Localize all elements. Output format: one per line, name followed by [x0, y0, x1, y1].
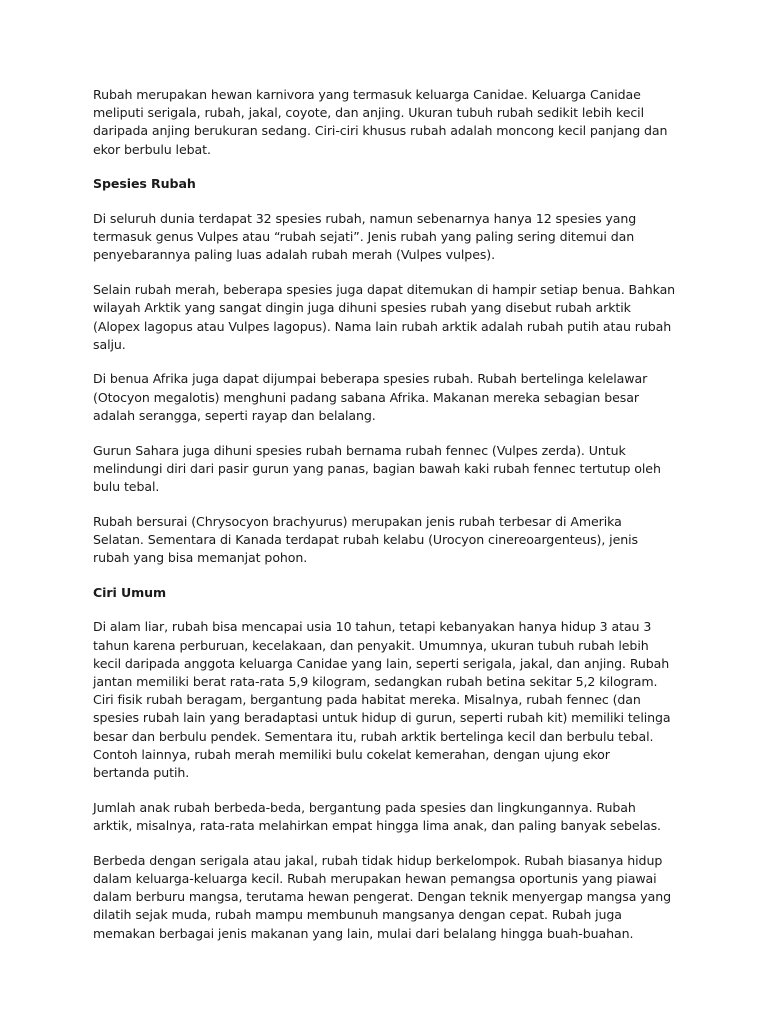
document-page [93, 86, 693, 959]
text-line: ekor berbulu lebat. [93, 141, 211, 157]
body-paragraph [93, 852, 693, 943]
text-line: Di benua Afrika juga dapat dijumpai beberapa spesies rubah. Rubah bertelinga kelelawar [93, 371, 648, 387]
text-line: melindungi diri dari pasir gurun yang panas, bagian bawah kaki rubah fennec tertutup oleh [93, 460, 661, 476]
text-line: arktik, misalnya, rata-rata melahirkan empat hingga lima anak, dan paling banyak sebelas. [93, 818, 661, 833]
text-line: penyebarannya paling luas adalah rubah merah (Vulpes vulpes). [93, 247, 496, 263]
text-line: dalam keluarga-keluarga kecil. Rubah merupakan hewan pemangsa oportunis yang piawai [93, 870, 657, 886]
text-line: memakan berbagai jenis makanan yang lain, mulai dari belalang hingga buah-buahan. [93, 925, 634, 941]
body-paragraph [93, 799, 693, 835]
body-paragraph [93, 513, 693, 568]
text-line: Contoh lainnya, rubah merah memiliki bulu cokelat kemerahan, dengan ujung ekor [93, 746, 610, 762]
text-line: Spesies Rubah [93, 176, 196, 192]
text-line: meliputi serigala, rubah, jakal, coyote, dan anjing. Ukuran tubuh rubah sedikit lebih kecil [93, 105, 644, 121]
text-line: (Otocyon megalotis) menghuni padang sabana Afrika. Makanan mereka sebagian besar [93, 389, 639, 405]
body-paragraph [93, 281, 693, 354]
text-line: Berbeda dengan serigala atau jakal, rubah tidak hidup berkelompok. Rubah biasanya hidup [93, 852, 663, 868]
body-paragraph [93, 618, 693, 782]
text-line: wilayah Arktik yang sangat dingin juga dihuni spesies rubah yang disebut rubah arktik [93, 300, 631, 316]
text-line: Jumlah anak rubah berbeda-beda, bergantung pada spesies dan lingkungannya. Rubah [93, 799, 636, 815]
section-heading [93, 175, 693, 193]
body-paragraph [93, 86, 693, 159]
text-line: termasuk genus Vulpes atau “rubah sejati”. Jenis rubah yang paling sering ditemui dan [93, 229, 635, 245]
text-line: Rubah bersurai (Chrysocyon brachyurus) merupakan jenis rubah terbesar di Amerika [93, 513, 622, 529]
text-line: bulu tebal. [93, 478, 160, 494]
text-line: dilatih sejak muda, rubah mampu membunuh mangsanya dengan cepat. Rubah juga [93, 907, 622, 923]
text-line: Selain rubah merah, beberapa spesies juga dapat ditemukan di hampir setiap benua. Bahkan [93, 282, 676, 298]
text-line: Di seluruh dunia terdapat 32 spesies rubah, namun sebenarnya hanya 12 spesies yang [93, 211, 637, 227]
text-line: salju. [93, 336, 126, 352]
text-line: spesies rubah lain yang beradaptasi untuk hidup di gurun, seperti rubah kit) memiliki telinga [93, 710, 671, 726]
body-paragraph [93, 370, 693, 425]
text-line: (Alopex lagopus atau Vulpes lagopus). Nama lain rubah arktik adalah rubah putih atau rubah [93, 318, 672, 334]
text-line: tahun karena perburuan, kecelakaan, dan penyakit. Umumnya, ukuran tubuh rubah lebih [93, 637, 649, 653]
text-line: bertanda putih. [93, 765, 190, 781]
text-line: Gurun Sahara juga dihuni spesies rubah bernama rubah fennec (Vulpes zerda). Untuk [93, 442, 626, 458]
section-heading [93, 584, 693, 602]
body-paragraph [93, 210, 693, 265]
text-line: jantan memiliki berat rata-rata 5,9 kilogram, sedangkan rubah betina sekitar 5,2 kilogram. [93, 674, 658, 690]
text-line: Di alam liar, rubah bisa mencapai usia 10 tahun, tetapi kebanyakan hanya hidup 3 atau 3 [93, 619, 652, 635]
text-line: besar dan berbulu pendek. Sementara itu, rubah arktik bertelinga kecil dan berbulu tebal. [93, 728, 654, 744]
body-paragraph [93, 442, 693, 497]
text-line: daripada anjing berukuran sedang. Ciri-ciri khusus rubah adalah moncong kecil panjang dan [93, 123, 668, 139]
text-line: Selatan. Sementara di Kanada terdapat rubah kelabu (Urocyon cinereoargenteus), jenis [93, 531, 638, 547]
text-line: Rubah merupakan hewan karnivora yang termasuk keluarga Canidae. Keluarga Canidae [93, 87, 641, 102]
text-line: adalah serangga, seperti rayap dan belalang. [93, 407, 376, 423]
text-line: Ciri fisik rubah beragam, bergantung pada habitat mereka. Misalnya, rubah fennec (dan [93, 692, 641, 708]
text-line: dalam berburu mangsa, terutama hewan pengerat. Dengan teknik menyergap mangsa yang [93, 889, 671, 905]
text-line: Ciri Umum [93, 584, 167, 600]
text-line: rubah yang bisa memanjat pohon. [93, 550, 308, 566]
text-line: kecil daripada anggota keluarga Canidae yang lain, seperti serigala, jakal, dan anjing. Rubah [93, 655, 670, 671]
